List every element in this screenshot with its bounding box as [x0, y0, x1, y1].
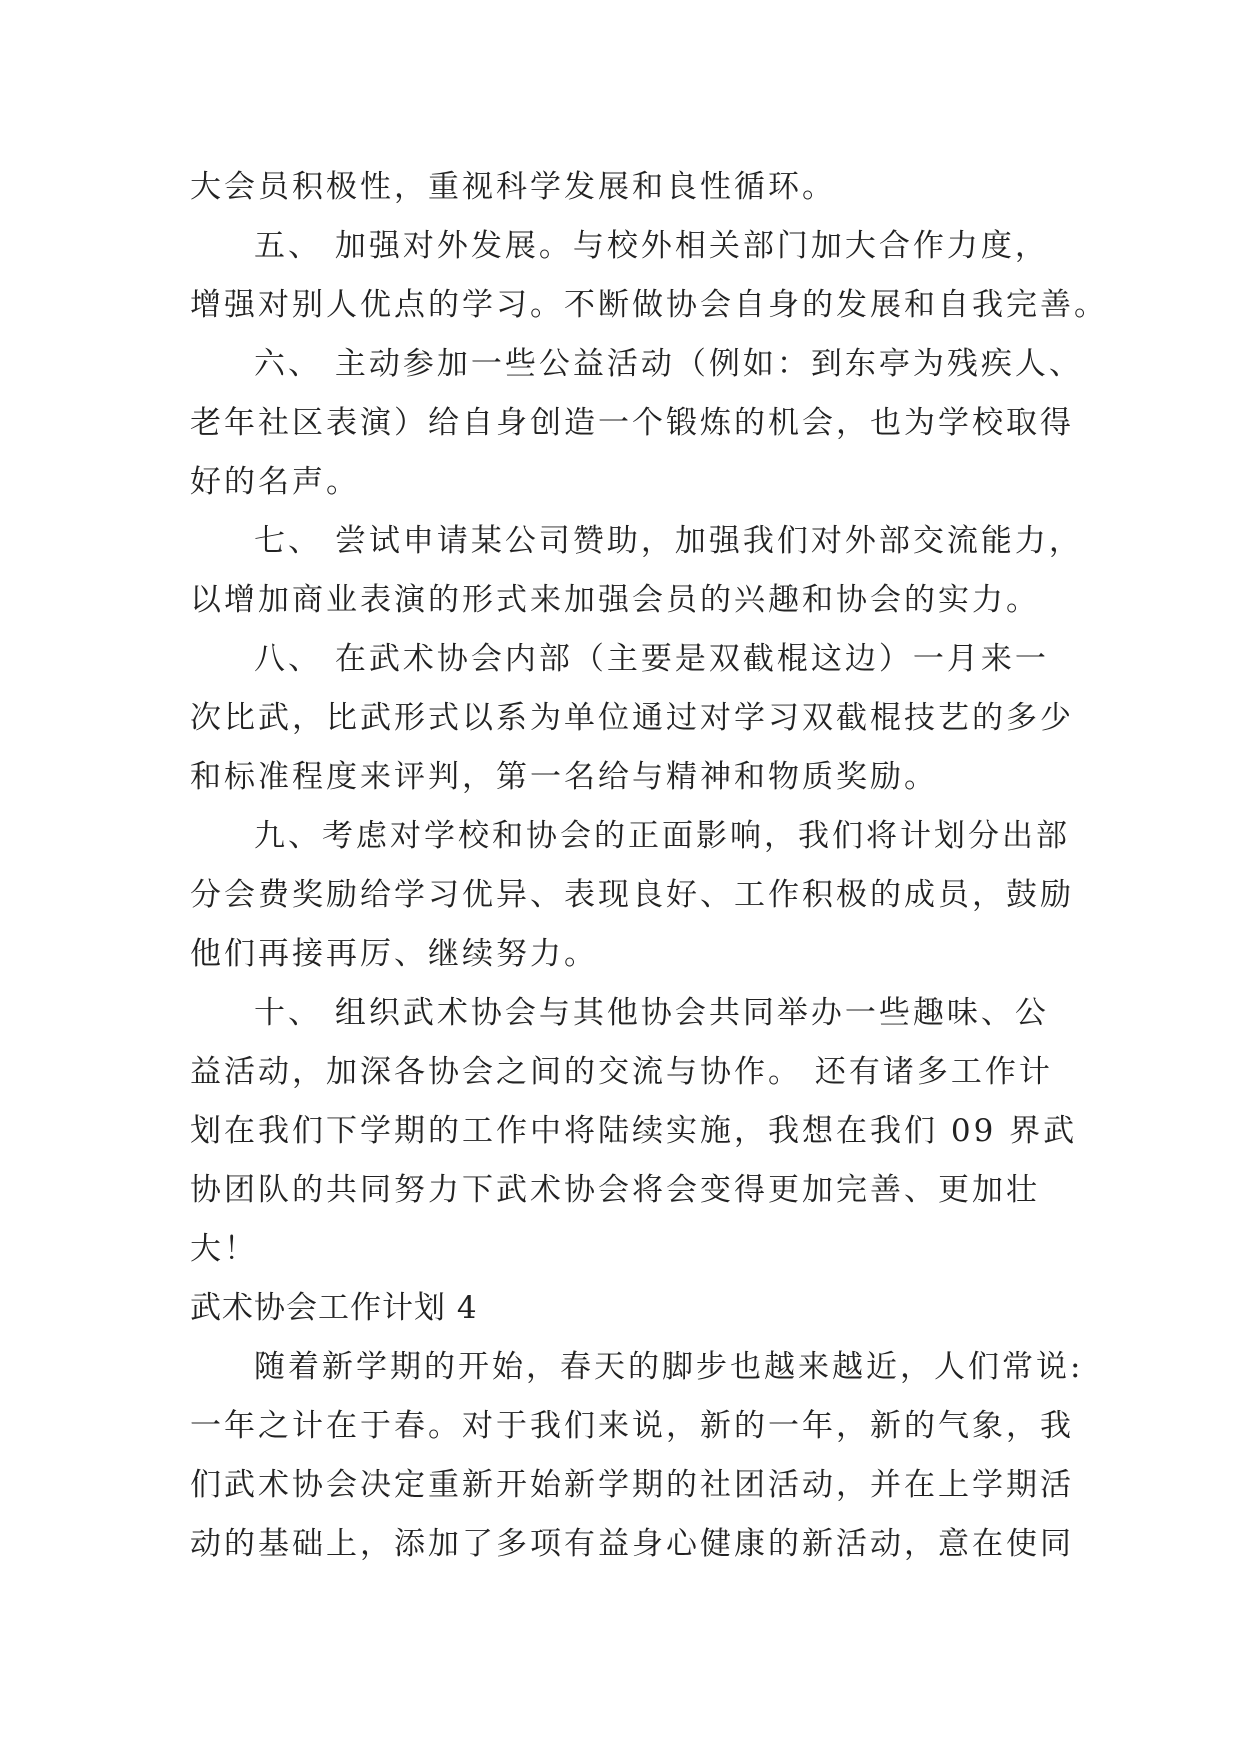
text-line: 五、 加强对外发展。与校外相关部门加大合作力度，	[254, 228, 1049, 264]
text-line: 十、 组织武术协会与其他协会共同举办一些趣味、公	[254, 995, 1049, 1031]
text-line: 大！	[190, 1231, 258, 1267]
text-line: 益活动，加深各协会之间的交流与协作。 还有诸多工作计	[190, 1054, 1053, 1090]
text-line: 随着新学期的开始，春天的脚步也越来越近，人们常说:	[254, 1349, 1084, 1385]
text-line: 七、 尝试申请某公司赞助，加强我们对外部交流能力，	[254, 523, 1083, 559]
text-line: 增强对别人优点的学习。不断做协会自身的发展和自我完善。	[190, 287, 1108, 323]
text-line: 九、考虑对学校和协会的正面影响，我们将计划分出部	[254, 818, 1070, 854]
text-line: 以增加商业表演的形式来加强会员的兴趣和协会的实力。	[190, 582, 1040, 618]
text-line: 一年之计在于春。对于我们来说，新的一年，新的气象，我	[190, 1408, 1074, 1444]
text-line: 划在我们下学期的工作中将陆续实施，我想在我们 09 界武	[190, 1113, 1078, 1149]
text-line: 次比武，比武形式以系为单位通过对学习双截棍技艺的多少	[190, 700, 1074, 736]
text-line: 大会员积极性，重视科学发展和良性循环。	[190, 169, 836, 205]
text-line: 六、 主动参加一些公益活动（例如：到东亭为残疾人、	[254, 346, 1083, 382]
text-line: 八、 在武术协会内部（主要是双截棍这边）一月来一	[254, 641, 1049, 677]
document-body	[190, 158, 1108, 1574]
text-line: 动的基础上，添加了多项有益身心健康的新活动，意在使同	[190, 1526, 1074, 1562]
text-line: 和标准程度来评判，第一名给与精神和物质奖励。	[190, 759, 938, 795]
section-heading: 武术协会工作计划 4	[190, 1290, 478, 1326]
text-line: 分会费奖励给学习优异、表现良好、工作积极的成员，鼓励	[190, 877, 1074, 913]
text-line: 老年社区表演）给自身创造一个锻炼的机会，也为学校取得	[190, 405, 1074, 441]
text-line: 们武术协会决定重新开始新学期的社团活动，并在上学期活	[190, 1467, 1074, 1503]
text-line: 他们再接再厉、继续努力。	[190, 936, 598, 972]
text-line: 好的名声。	[190, 464, 360, 500]
text-line: 协团队的共同努力下武术协会将会变得更加完善、更加壮	[190, 1172, 1040, 1208]
